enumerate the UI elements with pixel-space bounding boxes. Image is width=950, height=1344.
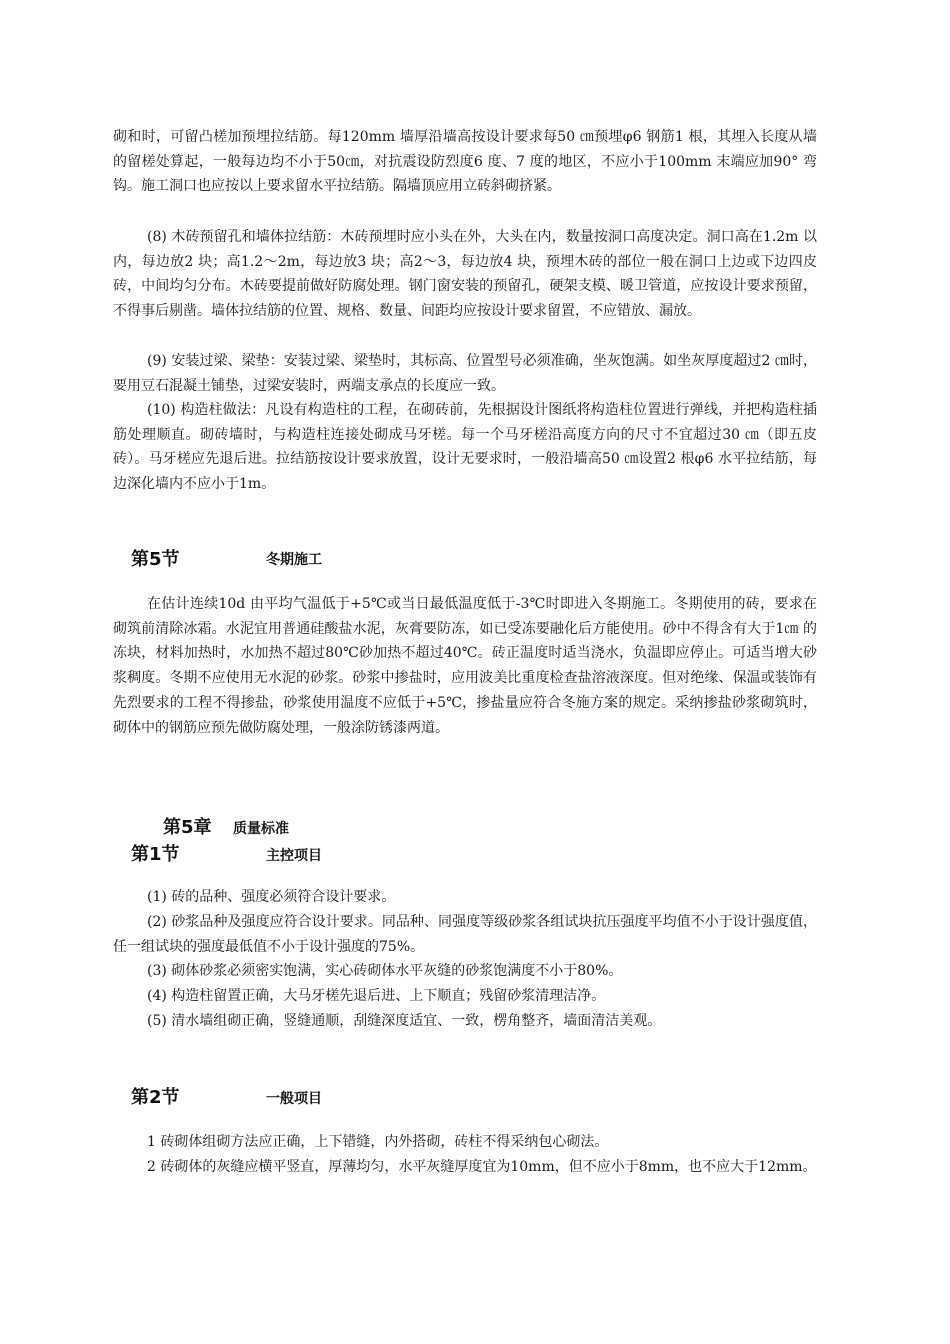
- paragraph-tie-bars: 砌和时，可留凸槎加预埋拉结筋。每120mm 墙厚沿墙高按设计要求每50 ㎝预埋φ6 钢筋1 根，其埋入长度从墙的留槎处算起，一般每边均不小于50㎝，对抗震设防烈度6 度、7 度的地区，不应小于100mm 末端应加90° 弯钩。施工洞口也应按以上要求留水平拉结筋。隔墙顶应用立砖斜砌挤紧。: [113, 129, 817, 195]
- list-item: (4) 构造柱留置正确，大马牙槎先退后进、上下顺直；残留砂浆清理洁净。: [147, 988, 606, 1004]
- list-item: 2 砖砌体的灰缝应横平竖直，厚薄均匀，水平灰缝厚度宜为10mm，但不应小于8mm，也不应大于12mm。: [147, 1159, 817, 1175]
- section-title-general-items: 一般项目: [266, 1091, 322, 1107]
- list-item: (2) 砂浆品种及强度应符合设计要求。同品种、同强度等级砂浆各组试块抗压强度平均值不小于设计强度值，任一组试块的强度最低值不小于设计强度的75%。: [113, 914, 817, 955]
- paragraph-lintels: (9) 安装过梁、梁垫：安装过梁、梁垫时，其标高、位置型号必须准确，坐灰饱满。如坐灰厚度超过2 ㎝时，要用豆石混凝土铺垫，过梁安装时，两端支承点的长度应一致。: [113, 353, 817, 394]
- chapter-title: 质量标准: [233, 821, 289, 837]
- paragraph-construction-columns: (10) 构造柱做法：凡设有构造柱的工程，在砌砖前，先根据设计图纸将构造柱位置进行弹线，并把构造柱插筋处理顺直。砌砖墙时，与构造柱连接处砌成马牙槎。每一个马牙槎沿高度方向的尺寸不宜超过30 ㎝（即五皮砖）。马牙槎应先退后进。拉结筋按设计要求放置，设计无要求时，一般沿墙高50 ㎝设置2 根φ6 水平拉结筋，每边深化墙内不应小于1m。: [113, 402, 817, 493]
- list-item: (1) 砖的品种、强度必须符合设计要求。: [147, 889, 396, 905]
- section-title-winter: 冬期施工: [266, 552, 322, 568]
- section-number-general-items: 第2节: [131, 1087, 180, 1108]
- list-item: (5) 清水墙组砌正确，竖缝通顺，刮缝深度适宜、一致，楞角整齐，墙面清洁美观。: [147, 1013, 662, 1029]
- list-item: (3) 砌体砂浆必须密实饱满，实心砖砌体水平灰缝的砂浆饱满度不小于80%。: [147, 963, 623, 979]
- section-number-main-items: 第1节: [131, 844, 180, 865]
- chapter-number: 第5章: [163, 817, 212, 838]
- paragraph-winter-construction: 在估计连续10d 由平均气温低于+5℃或当日最低温度低于-3℃时即进入冬期施工。冬期使用的砖，要求在砌筑前清除冰霜。水泥宜用普通硅酸盐水泥，灰膏要防冻，如已受冻要融化后方能使用。砂中不得含有大于1㎝ 的冻块，材料加热时，水加热不超过80℃砂加热不超过40℃。砖正温度时适当浇水，负温即应停止。可适当增大砂浆稠度。冬期不应使用无水泥的砂浆。砂浆中掺盐时，应用波美比重度检查盐溶液深度。但对绝缘、保温或装饰有先烈要求的工程不得掺盐，砂浆使用温度不应低于+5℃，掺盐量应符合冬施方案的规定。采纳掺盐砂浆砌筑时，砌体中的钢筋应预先做防腐处理，一般涂防锈漆两道。: [113, 596, 817, 736]
- section-title-main-items: 主控项目: [266, 848, 322, 864]
- list-item: 1 砖砌体组砌方法应正确，上下错缝，内外搭砌，砖柱不得采纳包心砌法。: [147, 1134, 609, 1150]
- section-number-winter: 第5节: [131, 549, 180, 570]
- paragraph-wood-bricks: (8) 木砖预留孔和墙体拉结筋：木砖预埋时应小头在外，大头在内，数量按洞口高度决定。洞口高在1.2m 以内，每边放2 块；高1.2～2m，每边放3 块；高2～3，每边放4 块，预埋木砖的部位一般在洞口上边或下边四皮砖，中间均匀分布。木砖要提前做好防腐处理。钢门窗安装的预留孔，硬架支模、暖卫管道，应按设计要求预留，不得事后剔凿。墙体拉结筋的位置、规格、数量、间距均应按设计要求留置，不应错放、漏放。: [113, 229, 817, 320]
